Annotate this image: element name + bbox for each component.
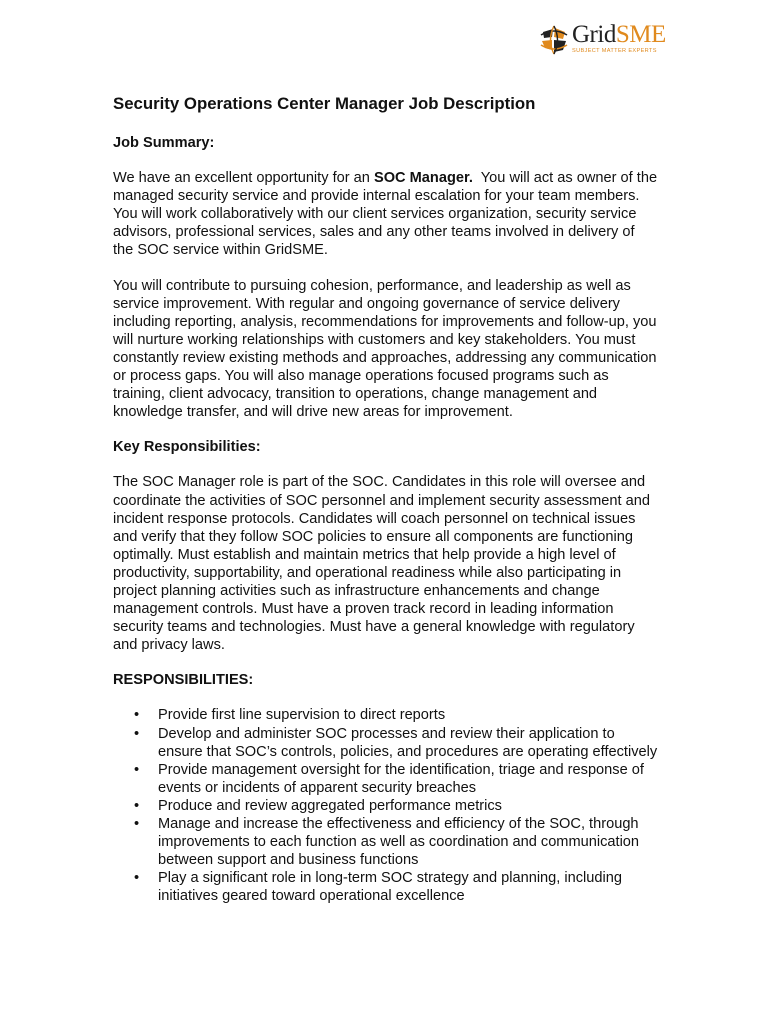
bullet-icon: •	[134, 816, 140, 832]
list-item	[113, 706, 658, 724]
bullet-icon: •	[134, 870, 140, 887]
gridsme-logo	[539, 20, 666, 58]
document-body	[113, 93, 662, 905]
bullet-icon: •	[134, 797, 140, 814]
list-item	[113, 761, 658, 797]
bullet-icon: •	[134, 725, 140, 742]
logo-word-sme: SME	[615, 21, 666, 48]
soc-manager-emphasis: SOC Manager.	[373, 170, 473, 187]
list-item-text: Play a significant role in long-term SOC strategy and planning, including initiatives geared toward operational excellence	[158, 870, 623, 905]
key-responsibilities-paragraph: The SOC Manager role is part of the SOC. Candidates in this role will oversee and coordinate the activities of SOC personnel and implement security assessment and incident response protocols. Candidates will coach personnel on technical issues and verify that they follow SOC policies to ensure all components are functioning optimally. Must establish and maintain metrics that help provide a high level of productivity, supportability, and operational readiness while also participating in project planning activities such as infrastructure enhancements and change management controls. Must have a proven track record in leading information security teams and technologies. Must have a general knowledge with regulatory and privacy laws.	[113, 474, 650, 654]
list-item-text: Produce and review aggregated performance metrics	[158, 797, 502, 814]
responsibilities-heading: RESPONSIBILITIES:	[113, 672, 254, 689]
list-item	[113, 725, 658, 761]
job-summary-paragraph-2: You will contribute to pursuing cohesion, performance, and leadership as well as service improvement. With regular and ongoing governance of service delivery including reporting, analysis, recommendations for improvements and follow-up, you will nurture working relationships with customers and key stakeholders. You must constantly review existing methods and approaches, addressing any communication or process gaps. You will also manage operations focused programs such as training, client advocacy, transition to operations, change management and knowledge transfer, and will drive new areas for improvement.	[113, 277, 657, 421]
job-summary-paragraph-1	[113, 169, 662, 259]
list-item-text: Develop and administer SOC processes and review their application to ensure that SOC’s controls, policies, and procedures are operating effectively	[158, 725, 658, 760]
job-summary-paragraph-1-rest: You will act as owner of the managed security service and provide internal escalation for your team members. You will work collaboratively with our client services organization, security service advisors, professional services, sales and any other teams involved in delivery of the SOC service within GridSME.	[113, 170, 662, 259]
list-item-text: Provide first line supervision to direct reports	[158, 707, 446, 724]
globe-icon	[539, 23, 571, 57]
list-item	[113, 869, 658, 905]
logo-word-grid: Grid	[572, 21, 616, 48]
list-item	[113, 815, 658, 869]
page-title: Security Operations Center Manager Job Description	[113, 94, 536, 113]
list-item-text: Manage and increase the effectiveness and efficiency of the SOC, through improvements to each function as well as coordination and communication between support and business functions	[158, 816, 640, 869]
list-item-text: Provide management oversight for the identification, triage and response of events or incidents of apparent security breaches	[158, 761, 644, 796]
list-item	[113, 797, 658, 815]
bullet-icon: •	[134, 761, 140, 778]
logo-wordmark	[572, 20, 666, 50]
bullet-icon: •	[134, 707, 140, 724]
key-responsibilities-heading: Key Responsibilities:	[113, 439, 261, 456]
job-summary-paragraph-1-prefix: We have an excellent opportunity for an	[113, 170, 374, 187]
job-summary-heading: Job Summary:	[113, 135, 215, 151]
logo-tagline: SUBJECT MATTER EXPERTS	[572, 48, 657, 54]
responsibilities-list	[113, 706, 658, 905]
